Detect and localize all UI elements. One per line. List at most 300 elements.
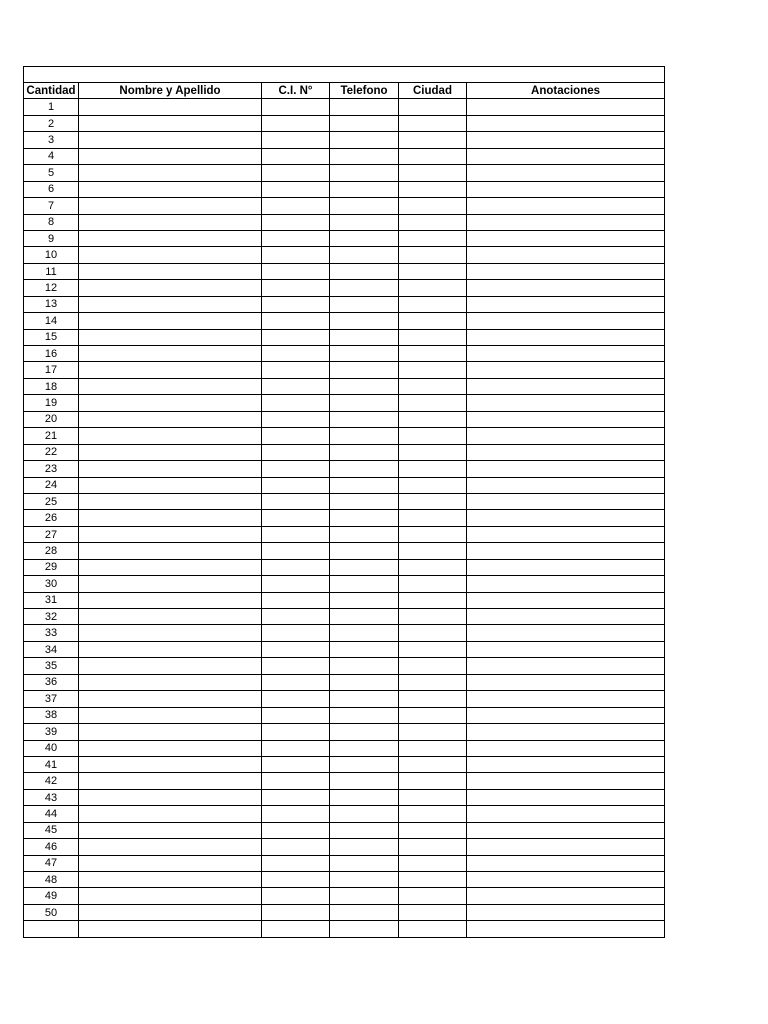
ciudad-cell[interactable] — [399, 921, 467, 937]
telefono-cell[interactable] — [330, 313, 399, 329]
telefono-cell[interactable] — [330, 756, 399, 772]
ciudad-cell[interactable] — [399, 789, 467, 805]
telefono-cell[interactable] — [330, 921, 399, 937]
anotaciones-cell[interactable] — [467, 707, 665, 723]
cantidad-cell: 25 — [24, 493, 79, 509]
ci-cell[interactable] — [262, 132, 330, 148]
telefono-cell[interactable] — [330, 296, 399, 312]
table-row — [24, 230, 665, 246]
telefono-cell[interactable] — [330, 724, 399, 740]
table-row — [24, 198, 665, 214]
telefono-cell[interactable] — [330, 428, 399, 444]
telefono-cell[interactable] — [330, 395, 399, 411]
anotaciones-cell[interactable] — [467, 132, 665, 148]
ci-cell[interactable] — [262, 559, 330, 575]
nombre-cell[interactable] — [79, 411, 262, 427]
nombre-cell[interactable] — [79, 592, 262, 608]
ciudad-cell[interactable] — [399, 132, 467, 148]
anotaciones-cell[interactable] — [467, 658, 665, 674]
ci-cell[interactable] — [262, 280, 330, 296]
nombre-cell[interactable] — [79, 148, 262, 164]
telefono-cell[interactable] — [330, 346, 399, 362]
ciudad-cell[interactable] — [399, 395, 467, 411]
table-row — [24, 148, 665, 164]
telefono-cell[interactable] — [330, 214, 399, 230]
table-row — [24, 559, 665, 575]
anotaciones-cell[interactable] — [467, 247, 665, 263]
nombre-cell[interactable] — [79, 115, 262, 131]
ci-cell[interactable] — [262, 493, 330, 509]
nombre-cell[interactable] — [79, 395, 262, 411]
telefono-cell[interactable] — [330, 658, 399, 674]
ci-cell[interactable] — [262, 592, 330, 608]
cantidad-cell: 27 — [24, 526, 79, 542]
ciudad-cell[interactable] — [399, 526, 467, 542]
ciudad-cell[interactable] — [399, 230, 467, 246]
ciudad-cell[interactable] — [399, 148, 467, 164]
cantidad-cell: 39 — [24, 724, 79, 740]
anotaciones-cell[interactable] — [467, 921, 665, 937]
ci-cell[interactable] — [262, 263, 330, 279]
telefono-cell[interactable] — [330, 181, 399, 197]
telefono-cell[interactable] — [330, 280, 399, 296]
ciudad-cell[interactable] — [399, 641, 467, 657]
nombre-cell[interactable] — [79, 378, 262, 394]
ci-cell[interactable] — [262, 691, 330, 707]
anotaciones-cell[interactable] — [467, 872, 665, 888]
anotaciones-cell[interactable] — [467, 789, 665, 805]
anotaciones-cell[interactable] — [467, 493, 665, 509]
ciudad-cell[interactable] — [399, 181, 467, 197]
ci-cell[interactable] — [262, 165, 330, 181]
nombre-cell[interactable] — [79, 428, 262, 444]
telefono-cell[interactable] — [330, 263, 399, 279]
telefono-cell[interactable] — [330, 477, 399, 493]
nombre-cell[interactable] — [79, 756, 262, 772]
anotaciones-cell[interactable] — [467, 559, 665, 575]
anotaciones-cell[interactable] — [467, 625, 665, 641]
cantidad-cell: 46 — [24, 839, 79, 855]
ciudad-cell[interactable] — [399, 313, 467, 329]
nombre-cell[interactable] — [79, 921, 262, 937]
column-header-nombre-y-apellido: Nombre y Apellido — [79, 83, 262, 99]
ciudad-cell[interactable] — [399, 444, 467, 460]
cantidad-cell: 36 — [24, 674, 79, 690]
ciudad-cell[interactable] — [399, 477, 467, 493]
telefono-cell[interactable] — [330, 855, 399, 871]
cantidad-cell: 42 — [24, 773, 79, 789]
nombre-cell[interactable] — [79, 526, 262, 542]
cantidad-cell: 34 — [24, 641, 79, 657]
telefono-cell[interactable] — [330, 411, 399, 427]
ci-cell[interactable] — [262, 806, 330, 822]
table-row — [24, 395, 665, 411]
telefono-cell[interactable] — [330, 510, 399, 526]
sheet-title-cell[interactable] — [24, 67, 665, 83]
anotaciones-cell[interactable] — [467, 543, 665, 559]
nombre-cell[interactable] — [79, 362, 262, 378]
anotaciones-cell[interactable] — [467, 904, 665, 920]
telefono-cell[interactable] — [330, 806, 399, 822]
ci-cell[interactable] — [262, 230, 330, 246]
ci-cell[interactable] — [262, 346, 330, 362]
anotaciones-cell[interactable] — [467, 263, 665, 279]
ciudad-cell[interactable] — [399, 888, 467, 904]
telefono-cell[interactable] — [330, 789, 399, 805]
ciudad-cell[interactable] — [399, 296, 467, 312]
ci-cell[interactable] — [262, 756, 330, 772]
nombre-cell[interactable] — [79, 477, 262, 493]
telefono-cell[interactable] — [330, 493, 399, 509]
anotaciones-cell[interactable] — [467, 691, 665, 707]
ciudad-cell[interactable] — [399, 674, 467, 690]
telefono-cell[interactable] — [330, 329, 399, 345]
anotaciones-cell[interactable] — [467, 214, 665, 230]
telefono-cell[interactable] — [330, 773, 399, 789]
ci-cell[interactable] — [262, 148, 330, 164]
telefono-cell[interactable] — [330, 888, 399, 904]
nombre-cell[interactable] — [79, 461, 262, 477]
nombre-cell[interactable] — [79, 888, 262, 904]
anotaciones-cell[interactable] — [467, 461, 665, 477]
ciudad-cell[interactable] — [399, 609, 467, 625]
ci-cell[interactable] — [262, 214, 330, 230]
ci-cell[interactable] — [262, 822, 330, 838]
ciudad-cell[interactable] — [399, 329, 467, 345]
nombre-cell[interactable] — [79, 329, 262, 345]
cantidad-cell: 6 — [24, 181, 79, 197]
cantidad-cell: 17 — [24, 362, 79, 378]
telefono-cell[interactable] — [330, 461, 399, 477]
ciudad-cell[interactable] — [399, 411, 467, 427]
cantidad-cell: 5 — [24, 165, 79, 181]
nombre-cell[interactable] — [79, 165, 262, 181]
table-row — [24, 165, 665, 181]
ci-cell[interactable] — [262, 576, 330, 592]
nombre-cell[interactable] — [79, 559, 262, 575]
nombre-cell[interactable] — [79, 855, 262, 871]
ciudad-cell[interactable] — [399, 280, 467, 296]
ciudad-cell[interactable] — [399, 263, 467, 279]
telefono-cell[interactable] — [330, 904, 399, 920]
ci-cell[interactable] — [262, 855, 330, 871]
anotaciones-cell[interactable] — [467, 444, 665, 460]
ciudad-cell[interactable] — [399, 543, 467, 559]
nombre-cell[interactable] — [79, 346, 262, 362]
telefono-cell[interactable] — [330, 641, 399, 657]
nombre-cell[interactable] — [79, 543, 262, 559]
ci-cell[interactable] — [262, 115, 330, 131]
anotaciones-cell[interactable] — [467, 395, 665, 411]
cantidad-cell: 50 — [24, 904, 79, 920]
ci-cell[interactable] — [262, 904, 330, 920]
anotaciones-cell[interactable] — [467, 674, 665, 690]
ci-cell[interactable] — [262, 609, 330, 625]
title-row — [24, 67, 665, 83]
ciudad-cell[interactable] — [399, 592, 467, 608]
ci-cell[interactable] — [262, 198, 330, 214]
ci-cell[interactable] — [262, 181, 330, 197]
ciudad-cell[interactable] — [399, 724, 467, 740]
telefono-cell[interactable] — [330, 526, 399, 542]
cantidad-cell: 18 — [24, 378, 79, 394]
ci-cell[interactable] — [262, 99, 330, 115]
ci-cell[interactable] — [262, 313, 330, 329]
table-row — [24, 99, 665, 115]
cantidad-cell: 43 — [24, 789, 79, 805]
nombre-cell[interactable] — [79, 707, 262, 723]
anotaciones-cell[interactable] — [467, 526, 665, 542]
telefono-cell[interactable] — [330, 115, 399, 131]
ci-cell[interactable] — [262, 247, 330, 263]
telefono-cell[interactable] — [330, 822, 399, 838]
ci-cell[interactable] — [262, 510, 330, 526]
ciudad-cell[interactable] — [399, 855, 467, 871]
ciudad-cell[interactable] — [399, 346, 467, 362]
anotaciones-cell[interactable] — [467, 115, 665, 131]
anotaciones-cell[interactable] — [467, 839, 665, 855]
ci-cell[interactable] — [262, 477, 330, 493]
ciudad-cell[interactable] — [399, 822, 467, 838]
telefono-cell[interactable] — [330, 707, 399, 723]
anotaciones-cell[interactable] — [467, 773, 665, 789]
telefono-cell[interactable] — [330, 230, 399, 246]
ciudad-cell[interactable] — [399, 378, 467, 394]
nombre-cell[interactable] — [79, 230, 262, 246]
ci-cell[interactable] — [262, 921, 330, 937]
nombre-cell[interactable] — [79, 641, 262, 657]
column-header-cantidad: Cantidad — [24, 83, 79, 99]
anotaciones-cell[interactable] — [467, 740, 665, 756]
ci-cell[interactable] — [262, 658, 330, 674]
anotaciones-cell[interactable] — [467, 855, 665, 871]
nombre-cell[interactable] — [79, 280, 262, 296]
anotaciones-cell[interactable] — [467, 346, 665, 362]
nombre-cell[interactable] — [79, 444, 262, 460]
telefono-cell[interactable] — [330, 839, 399, 855]
cantidad-cell: 24 — [24, 477, 79, 493]
table-row — [24, 181, 665, 197]
table-row — [24, 444, 665, 460]
ciudad-cell[interactable] — [399, 214, 467, 230]
ci-cell[interactable] — [262, 839, 330, 855]
ciudad-cell[interactable] — [399, 691, 467, 707]
anotaciones-cell[interactable] — [467, 181, 665, 197]
ci-cell[interactable] — [262, 461, 330, 477]
cantidad-cell: 2 — [24, 115, 79, 131]
ciudad-cell[interactable] — [399, 658, 467, 674]
nombre-cell[interactable] — [79, 181, 262, 197]
ciudad-cell[interactable] — [399, 247, 467, 263]
ci-cell[interactable] — [262, 707, 330, 723]
nombre-cell[interactable] — [79, 493, 262, 509]
ci-cell[interactable] — [262, 724, 330, 740]
ci-cell[interactable] — [262, 789, 330, 805]
nombre-cell[interactable] — [79, 263, 262, 279]
anotaciones-cell[interactable] — [467, 411, 665, 427]
anotaciones-cell[interactable] — [467, 822, 665, 838]
nombre-cell[interactable] — [79, 214, 262, 230]
telefono-cell[interactable] — [330, 444, 399, 460]
nombre-cell[interactable] — [79, 904, 262, 920]
nombre-cell[interactable] — [79, 198, 262, 214]
nombre-cell[interactable] — [79, 691, 262, 707]
nombre-cell[interactable] — [79, 510, 262, 526]
table-row — [24, 641, 665, 657]
ci-cell[interactable] — [262, 378, 330, 394]
telefono-cell[interactable] — [330, 576, 399, 592]
telefono-cell[interactable] — [330, 674, 399, 690]
telefono-cell[interactable] — [330, 609, 399, 625]
ciudad-cell[interactable] — [399, 756, 467, 772]
telefono-cell[interactable] — [330, 362, 399, 378]
ciudad-cell[interactable] — [399, 428, 467, 444]
anotaciones-cell[interactable] — [467, 165, 665, 181]
anotaciones-cell[interactable] — [467, 888, 665, 904]
ciudad-cell[interactable] — [399, 115, 467, 131]
telefono-cell[interactable] — [330, 99, 399, 115]
ci-cell[interactable] — [262, 444, 330, 460]
nombre-cell[interactable] — [79, 313, 262, 329]
table-row — [24, 822, 665, 838]
ciudad-cell[interactable] — [399, 362, 467, 378]
anotaciones-cell[interactable] — [467, 378, 665, 394]
ciudad-cell[interactable] — [399, 559, 467, 575]
nombre-cell[interactable] — [79, 839, 262, 855]
nombre-cell[interactable] — [79, 609, 262, 625]
anotaciones-cell[interactable] — [467, 230, 665, 246]
anotaciones-cell[interactable] — [467, 148, 665, 164]
cantidad-cell: 14 — [24, 313, 79, 329]
cantidad-cell: 22 — [24, 444, 79, 460]
ciudad-cell[interactable] — [399, 510, 467, 526]
anotaciones-cell[interactable] — [467, 99, 665, 115]
cantidad-cell: 32 — [24, 609, 79, 625]
telefono-cell[interactable] — [330, 148, 399, 164]
ciudad-cell[interactable] — [399, 99, 467, 115]
anotaciones-cell[interactable] — [467, 362, 665, 378]
ci-cell[interactable] — [262, 526, 330, 542]
anotaciones-cell[interactable] — [467, 296, 665, 312]
ci-cell[interactable] — [262, 773, 330, 789]
table-row — [24, 296, 665, 312]
nombre-cell[interactable] — [79, 789, 262, 805]
anotaciones-cell[interactable] — [467, 609, 665, 625]
telefono-cell[interactable] — [330, 543, 399, 559]
nombre-cell[interactable] — [79, 773, 262, 789]
ciudad-cell[interactable] — [399, 198, 467, 214]
telefono-cell[interactable] — [330, 625, 399, 641]
anotaciones-cell[interactable] — [467, 756, 665, 772]
nombre-cell[interactable] — [79, 724, 262, 740]
telefono-cell[interactable] — [330, 592, 399, 608]
ciudad-cell[interactable] — [399, 806, 467, 822]
ci-cell[interactable] — [262, 740, 330, 756]
table-row — [24, 609, 665, 625]
anotaciones-cell[interactable] — [467, 592, 665, 608]
anotaciones-cell[interactable] — [467, 641, 665, 657]
anotaciones-cell[interactable] — [467, 576, 665, 592]
telefono-cell[interactable] — [330, 247, 399, 263]
ciudad-cell[interactable] — [399, 707, 467, 723]
telefono-cell[interactable] — [330, 198, 399, 214]
ci-cell[interactable] — [262, 888, 330, 904]
ci-cell[interactable] — [262, 296, 330, 312]
table-row — [24, 855, 665, 871]
table-row — [24, 362, 665, 378]
anotaciones-cell[interactable] — [467, 806, 665, 822]
cantidad-cell: 21 — [24, 428, 79, 444]
nombre-cell[interactable] — [79, 674, 262, 690]
ciudad-cell[interactable] — [399, 904, 467, 920]
telefono-cell[interactable] — [330, 740, 399, 756]
nombre-cell[interactable] — [79, 296, 262, 312]
nombre-cell[interactable] — [79, 822, 262, 838]
ci-cell[interactable] — [262, 674, 330, 690]
telefono-cell[interactable] — [330, 378, 399, 394]
telefono-cell[interactable] — [330, 132, 399, 148]
cantidad-cell: 41 — [24, 756, 79, 772]
cantidad-cell: 35 — [24, 658, 79, 674]
ci-cell[interactable] — [262, 872, 330, 888]
nombre-cell[interactable] — [79, 576, 262, 592]
anotaciones-cell[interactable] — [467, 724, 665, 740]
telefono-cell[interactable] — [330, 872, 399, 888]
ciudad-cell[interactable] — [399, 872, 467, 888]
ci-cell[interactable] — [262, 428, 330, 444]
ciudad-cell[interactable] — [399, 576, 467, 592]
anotaciones-cell[interactable] — [467, 428, 665, 444]
ci-cell[interactable] — [262, 395, 330, 411]
anotaciones-cell[interactable] — [467, 477, 665, 493]
column-header-anotaciones: Anotaciones — [467, 83, 665, 99]
anotaciones-cell[interactable] — [467, 329, 665, 345]
nombre-cell[interactable] — [79, 806, 262, 822]
ciudad-cell[interactable] — [399, 839, 467, 855]
ci-cell[interactable] — [262, 543, 330, 559]
ciudad-cell[interactable] — [399, 740, 467, 756]
ciudad-cell[interactable] — [399, 625, 467, 641]
ciudad-cell[interactable] — [399, 773, 467, 789]
nombre-cell[interactable] — [79, 99, 262, 115]
table-row — [24, 872, 665, 888]
ci-cell[interactable] — [262, 625, 330, 641]
ciudad-cell[interactable] — [399, 493, 467, 509]
ci-cell[interactable] — [262, 411, 330, 427]
telefono-cell[interactable] — [330, 691, 399, 707]
ci-cell[interactable] — [262, 641, 330, 657]
anotaciones-cell[interactable] — [467, 198, 665, 214]
nombre-cell[interactable] — [79, 132, 262, 148]
anotaciones-cell[interactable] — [467, 313, 665, 329]
ciudad-cell[interactable] — [399, 461, 467, 477]
anotaciones-cell[interactable] — [467, 510, 665, 526]
anotaciones-cell[interactable] — [467, 280, 665, 296]
table-row — [24, 461, 665, 477]
cantidad-cell: 11 — [24, 263, 79, 279]
nombre-cell[interactable] — [79, 247, 262, 263]
ci-cell[interactable] — [262, 362, 330, 378]
table-body — [24, 99, 665, 937]
ci-cell[interactable] — [262, 329, 330, 345]
telefono-cell[interactable] — [330, 559, 399, 575]
ciudad-cell[interactable] — [399, 165, 467, 181]
nombre-cell[interactable] — [79, 625, 262, 641]
nombre-cell[interactable] — [79, 872, 262, 888]
telefono-cell[interactable] — [330, 165, 399, 181]
nombre-cell[interactable] — [79, 740, 262, 756]
nombre-cell[interactable] — [79, 658, 262, 674]
